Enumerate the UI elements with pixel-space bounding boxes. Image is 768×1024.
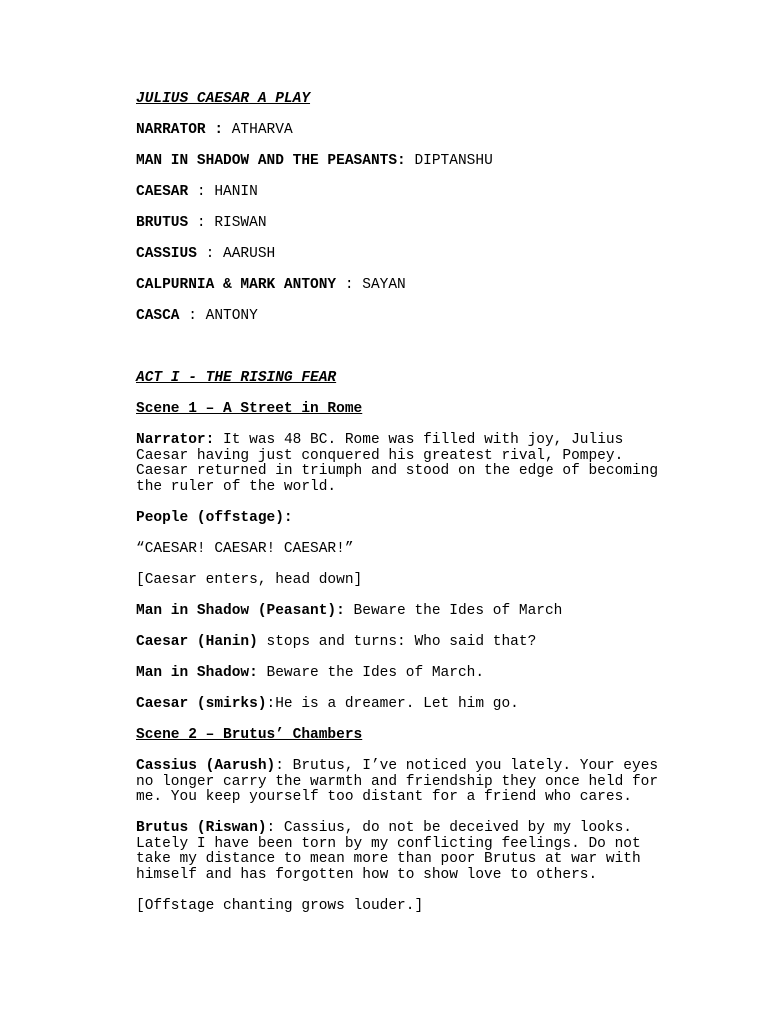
speech-line: : Brutus, I’ve noticed you lately. Your eyes [275,758,659,774]
speech-line: no longer carry the warmth and friendship they once held for [136,773,659,790]
stage-direction: [Caesar enters, head down] [136,572,363,588]
cast-actor: HANIN [214,184,258,200]
scene-2-heading: Scene 2 – Brutus’ Chambers [136,727,363,743]
caesar-smirk-speech [136,697,696,713]
speaker-name: Caesar (Hanin) [136,634,258,650]
cast-entry-narrator [136,123,696,139]
scene-1-heading: Scene 1 – A Street in Rome [136,401,363,417]
act-heading: ACT I - THE RISING FEAR [136,370,337,386]
cast-role: BRUTUS [136,215,189,231]
speech-line: It was 48 BC. Rome was filled with joy, Julius [214,432,624,448]
brutus-speech [136,821,696,883]
speaker-name: Cassius (Aarush) [136,758,276,774]
cast-actor: DIPTANSHU [414,153,493,169]
speaker-name: Man in Shadow: [136,665,258,681]
peasant-speech [136,604,696,620]
cast-actor: AARUSH [223,246,276,262]
people-speaker: People (offstage): [136,510,293,526]
cast-entry-calpurnia-mark-antony [136,278,696,294]
cast-entry-caesar [136,185,696,201]
stage-direction: [Offstage chanting grows louder.] [136,898,424,914]
cast-role: CASSIUS [136,246,197,262]
narrator-speech [136,433,696,495]
cast-separator: : [205,122,232,138]
cast-separator: : [196,246,224,262]
cast-role: CASCA [136,308,180,324]
caesar-speech [136,635,696,651]
speaker-name: Narrator: [136,432,215,448]
speaker-name: Brutus (Riswan) [136,820,267,836]
cast-entry-casca [136,309,696,325]
cassius-speech [136,759,696,806]
cast-actor: ANTONY [205,308,258,324]
speech-line: take my distance to mean more than poor Brutus at war with [136,851,641,867]
speech-line: himself and has forgotten how to show love to others. [136,866,598,883]
cast-actor: SAYAN [362,277,406,293]
cast-role: NARRATOR [136,122,206,138]
cast-entry-brutus [136,216,696,232]
crowd-chant: “CAESAR! CAESAR! CAESAR!” [136,541,354,557]
cast-separator: : [397,153,415,169]
speech-line: me. You keep yourself too distant for a friend who cares. [136,789,632,805]
cast-actor: RISWAN [214,215,267,231]
speech-line: Caesar having just conquered his greatest rival, Pompey. [136,447,624,464]
cast-actor: ATHARVA [231,122,293,138]
speaker-name: Caesar (smirks) [136,696,267,712]
speech-line: the ruler of the world. [136,478,337,495]
shadow-speech [136,666,696,682]
speaker-name: Man in Shadow (Peasant): [136,603,345,619]
cast-role: CAESAR [136,184,189,200]
speech-line: Caesar returned in triumph and stood on the edge of becoming [136,463,659,479]
speech-line: Beware the Ides of March [344,603,563,619]
cast-entry-man-in-shadow [136,154,696,170]
cast-separator: : [336,277,363,293]
cast-role: MAN IN SHADOW AND THE PEASANTS [136,153,398,169]
cast-role: CALPURNIA & MARK ANTONY [136,277,337,293]
speech-line: : Cassius, do not be deceived by my looks. [266,820,632,836]
speech-line: :He is a dreamer. Let him go. [266,696,519,712]
play-title: JULIUS CAESAR A PLAY [136,91,311,107]
speech-line: stops and turns: Who said that? [257,634,537,650]
speech-line: Lately I have been torn by my conflicting feelings. Do not [136,835,641,852]
cast-entry-cassius [136,247,696,263]
cast-separator: : [188,215,215,231]
cast-separator: : [188,184,215,200]
speech-line: Beware the Ides of March. [257,665,485,681]
cast-separator: : [179,308,206,324]
